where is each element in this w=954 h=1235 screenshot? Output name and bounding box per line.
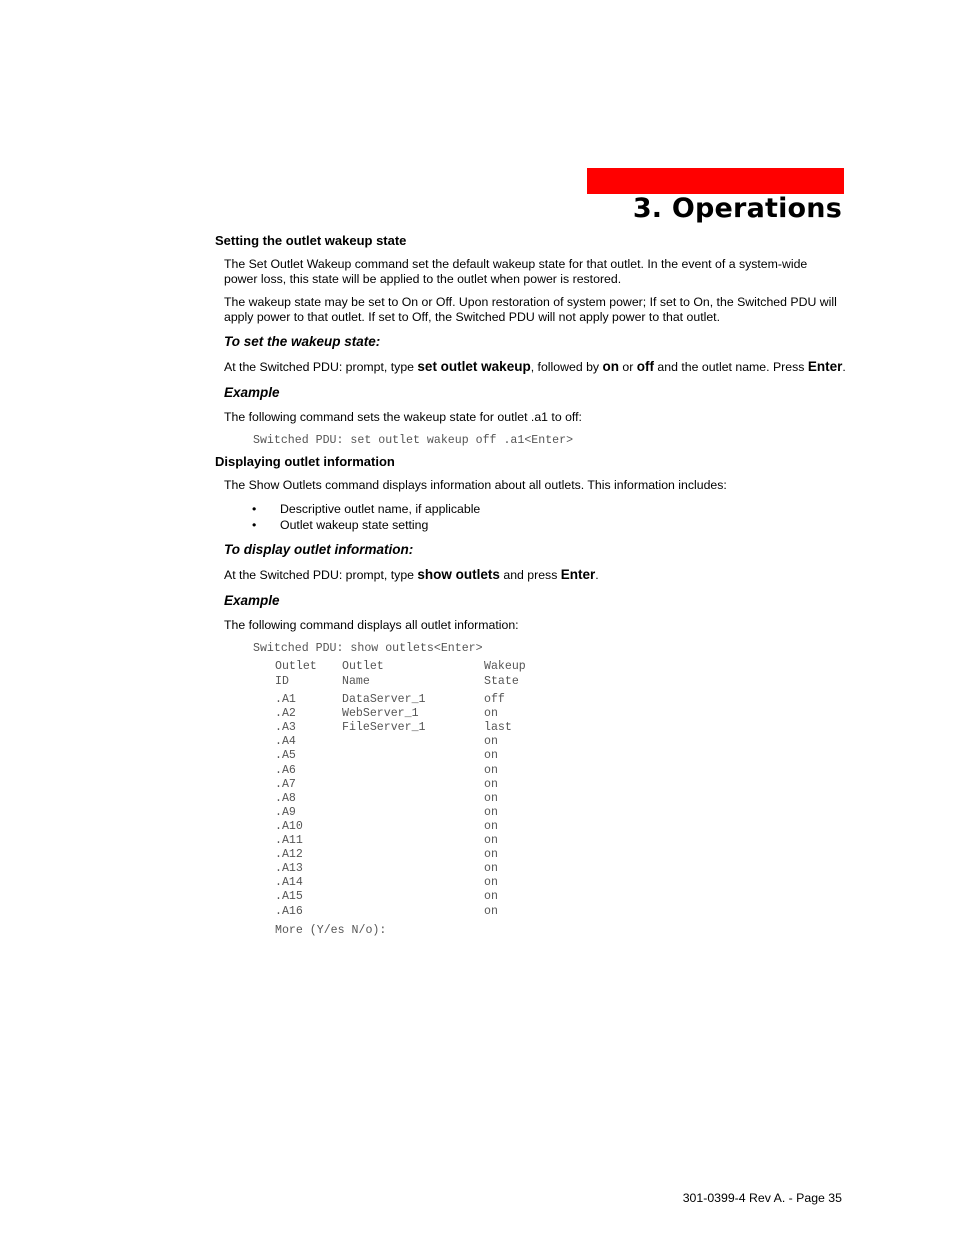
example-text-wakeup: The following command sets the wakeup state for outlet .a1 to off: bbox=[224, 410, 582, 424]
table-cell-wakeup-state: on bbox=[484, 848, 498, 861]
table-cell-outlet-id: .A2 bbox=[275, 707, 296, 720]
example-text-outlet-info: The following command displays all outlet information: bbox=[224, 618, 519, 632]
table-header-outlet-id-1: Outlet bbox=[275, 660, 317, 673]
section-heading-wakeup: Setting the outlet wakeup state bbox=[215, 233, 407, 248]
table-cell-outlet-id: .A8 bbox=[275, 792, 296, 805]
table-header-outlet-name-2: Name bbox=[342, 675, 370, 688]
example-command-wakeup: Switched PDU: set outlet wakeup off .a1<Enter> bbox=[253, 434, 574, 447]
table-cell-wakeup-state: off bbox=[484, 693, 505, 706]
table-cell-wakeup-state: on bbox=[484, 890, 498, 903]
table-cell-outlet-id: .A7 bbox=[275, 778, 296, 791]
table-cell-wakeup-state: on bbox=[484, 876, 498, 889]
paragraph-wakeup-intro-1: The Set Outlet Wakeup command set the default wakeup state for that outlet. In the event of a system-wide bbox=[224, 257, 808, 271]
paragraph-wakeup-intro-2: power loss, this state will be applied to the outlet when power is restored. bbox=[224, 272, 622, 286]
table-header-outlet-id-2: ID bbox=[275, 675, 289, 688]
table-cell-wakeup-state: on bbox=[484, 905, 498, 918]
bullet-marker: • bbox=[252, 502, 257, 516]
example-heading-wakeup: Example bbox=[224, 385, 280, 400]
table-cell-outlet-id: .A4 bbox=[275, 735, 296, 748]
table-cell-wakeup-state: on bbox=[484, 735, 498, 748]
table-cell-outlet-id: .A13 bbox=[275, 862, 303, 875]
table-cell-outlet-id: .A6 bbox=[275, 764, 296, 777]
table-cell-outlet-id: .A12 bbox=[275, 848, 303, 861]
procedure-text-wakeup: At the Switched PDU: prompt, type set outlet wakeup, followed by on or off and the outlet name. Press Enter. bbox=[224, 359, 846, 374]
table-cell-outlet-id: .A14 bbox=[275, 876, 303, 889]
paragraph-wakeup-state-2: apply power to that outlet. If set to Off, the Switched PDU will not apply power to that outlet. bbox=[224, 310, 721, 324]
procedure-text-outlet-info: At the Switched PDU: prompt, type show outlets and press Enter. bbox=[224, 567, 599, 582]
table-cell-outlet-id: .A16 bbox=[275, 905, 303, 918]
table-cell-outlet-name: DataServer_1 bbox=[342, 693, 426, 706]
procedure-heading-wakeup: To set the wakeup state: bbox=[224, 334, 381, 349]
more-prompt: More (Y/es N/o): bbox=[275, 924, 387, 937]
paragraph-outlet-info-intro: The Show Outlets command displays information about all outlets. This information includes: bbox=[224, 478, 727, 492]
table-cell-outlet-id: .A1 bbox=[275, 693, 296, 706]
table-cell-wakeup-state: on bbox=[484, 764, 498, 777]
table-cell-wakeup-state: on bbox=[484, 862, 498, 875]
table-cell-wakeup-state: on bbox=[484, 778, 498, 791]
table-cell-wakeup-state: on bbox=[484, 806, 498, 819]
table-cell-outlet-id: .A11 bbox=[275, 834, 303, 847]
example-command-outlet-info: Switched PDU: show outlets<Enter> bbox=[253, 642, 483, 655]
table-cell-wakeup-state: on bbox=[484, 749, 498, 762]
example-heading-outlet-info: Example bbox=[224, 593, 280, 608]
table-cell-wakeup-state: on bbox=[484, 792, 498, 805]
table-cell-outlet-id: .A9 bbox=[275, 806, 296, 819]
bullet-marker: • bbox=[252, 518, 257, 532]
table-cell-outlet-id: .A5 bbox=[275, 749, 296, 762]
table-cell-outlet-name: FileServer_1 bbox=[342, 721, 426, 734]
table-cell-wakeup-state: last bbox=[484, 721, 512, 734]
page-footer: 301-0399-4 Rev A. - Page 35 bbox=[682, 1191, 842, 1205]
table-header-wakeup-state-2: State bbox=[484, 675, 519, 688]
paragraph-wakeup-state-1: The wakeup state may be set to On or Off. Upon restoration of system power; If set to On, the Switched PDU will bbox=[224, 295, 837, 309]
table-cell-outlet-name: WebServer_1 bbox=[342, 707, 419, 720]
procedure-heading-outlet-info: To display outlet information: bbox=[224, 542, 414, 557]
table-cell-wakeup-state: on bbox=[484, 834, 498, 847]
table-cell-outlet-id: .A3 bbox=[275, 721, 296, 734]
table-header-wakeup-state-1: Wakeup bbox=[484, 660, 526, 673]
chapter-accent-bar bbox=[587, 168, 844, 194]
table-cell-outlet-id: .A15 bbox=[275, 890, 303, 903]
bullet-item: Descriptive outlet name, if applicable bbox=[280, 502, 481, 516]
chapter-title: 3. Operations bbox=[632, 193, 842, 224]
table-header-outlet-name-1: Outlet bbox=[342, 660, 384, 673]
table-cell-wakeup-state: on bbox=[484, 707, 498, 720]
bullet-item: Outlet wakeup state setting bbox=[280, 518, 429, 532]
table-cell-wakeup-state: on bbox=[484, 820, 498, 833]
table-cell-outlet-id: .A10 bbox=[275, 820, 303, 833]
section-heading-outlet-info: Displaying outlet information bbox=[215, 454, 395, 469]
